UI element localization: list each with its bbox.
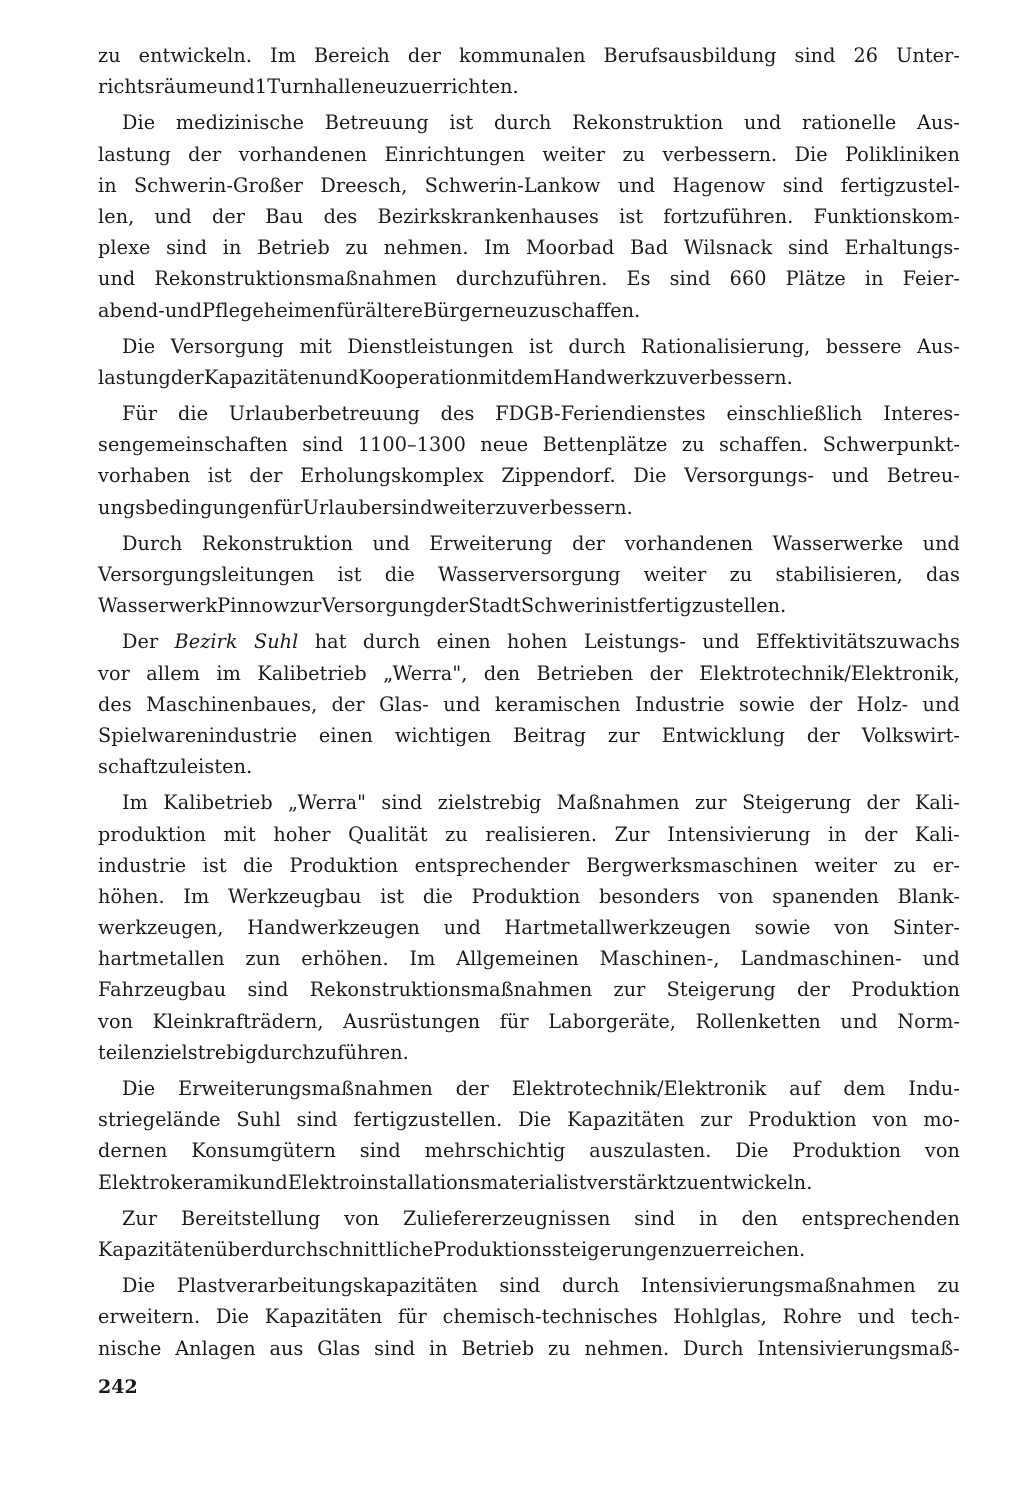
text-line: des Maschinenbaues, der Glas- und keramischen Industrie sowie der Holz- und <box>98 692 960 716</box>
text-line: Spielwarenindustrie einen wichtigen Beitrag zur Entwicklung der Volkswirt- <box>98 723 960 747</box>
page-body <box>98 40 960 1364</box>
text-line: industrie ist die Produktion entsprechender Bergwerksmaschinen weiter zu er- <box>98 853 960 877</box>
text-line: sengemeinschaften sind 1100–1300 neue Bettenplätze zu schaffen. Schwerpunkt- <box>98 433 960 457</box>
text-line: Wasserwerk Pinnow zur Versorgung der Stadt Schwerin ist fertigzustellen. <box>98 594 787 618</box>
text-line: Zur Bereitstellung von Zuliefererzeugnissen sind in den entsprechenden <box>122 1206 960 1230</box>
page-number: 242 <box>98 1376 138 1398</box>
text-line: Die Versorgung mit Dienstleistungen ist durch Rationalisierung, bessere Aus- <box>122 334 960 358</box>
text-line: Fahrzeugbau sind Rekonstruktionsmaßnahmen zur Steigerung der Produktion <box>98 978 960 1002</box>
text-line: vorhaben ist der Erholungskomplex Zippendorf. Die Versorgungs- und Betreu- <box>98 464 960 488</box>
text-line: werkzeugen, Handwerkzeugen und Hartmetallwerkzeugen sowie von Sinter- <box>98 916 960 940</box>
text-line: teilen zielstrebig durchzuführen. <box>98 1040 409 1064</box>
text-line: schaft zu leisten. <box>98 755 253 779</box>
paragraph <box>98 398 960 523</box>
paragraph <box>98 1073 960 1198</box>
paragraph <box>98 1203 960 1265</box>
text-line: lastung der Kapazitäten und Kooperation mit dem Handwerk zu verbessern. <box>98 365 793 389</box>
text-line: abend- und Pflegeheimen für ältere Bürger neu zu schaffen. <box>98 298 641 322</box>
paragraph <box>98 626 960 782</box>
text-line: Kapazitäten überdurchschnittliche Produktionssteigerungen zu erreichen. <box>98 1237 806 1261</box>
text-line: richtsräume und 1 Turnhalle neu zu errichten. <box>98 75 519 99</box>
paragraph <box>98 107 960 325</box>
text-line: in Schwerin-Großer Dreesch, Schwerin-Lankow und Hagenow sind fertigzustel- <box>98 173 960 197</box>
text-line: von Kleinkrafträdern, Ausrüstungen für Laborgeräte, Rollenketten und Norm- <box>98 1009 960 1033</box>
text-line: zu entwickeln. Im Bereich der kommunalen Berufsausbildung sind 26 Unter- <box>98 44 960 67</box>
text-line: Durch Rekonstruktion und Erweiterung der vorhandenen Wasserwerke und <box>122 531 960 555</box>
paragraph <box>98 331 960 393</box>
text-line: Im Kalibetrieb „Werra" sind zielstrebig Maßnahmen zur Steigerung der Kali- <box>122 791 960 815</box>
text-line: Der Bezirk Suhl hat durch einen hohen Leistungs- und Effektivitätszuwachs <box>122 630 960 654</box>
text-line: Elektrokeramik und Elektroinstallationsmaterial ist verstärkt zu entwickeln. <box>98 1170 813 1194</box>
text-line: Die medizinische Betreuung ist durch Rekonstruktion und rationelle Aus- <box>122 111 960 135</box>
paragraph <box>98 40 960 102</box>
text-line: len, und der Bau des Bezirkskrankenhauses ist fortzuführen. Funktionskom- <box>98 204 960 228</box>
text-line: dernen Konsumgütern sind mehrschichtig auszulasten. Die Produktion von <box>98 1139 960 1163</box>
paragraph <box>98 787 960 1068</box>
text-line: vor allem im Kalibetrieb „Werra", den Betrieben der Elektrotechnik/Elektronik, <box>98 661 960 685</box>
text-line: Versorgungsleitungen ist die Wasserversorgung weiter zu stabilisieren, das <box>98 563 960 586</box>
text-line: hartmetallen zun erhöhen. Im Allgemeinen Maschinen-, Landmaschinen- und <box>98 947 960 971</box>
paragraph <box>98 1270 960 1364</box>
text-line: und Rekonstruktionsmaßnahmen durchzuführen. Es sind 660 Plätze in Feier- <box>98 267 960 291</box>
text-line: plexe sind in Betrieb zu nehmen. Im Moorbad Bad Wilsnack sind Erhaltungs- <box>98 236 960 260</box>
paragraph <box>98 528 960 622</box>
text-line: ungsbedingungen für Urlauber sind weiter zu verbessern. <box>98 495 633 519</box>
text-line: erweitern. Die Kapazitäten für chemisch-technisches Hohlglas, Rohre und tech- <box>98 1305 960 1329</box>
text-line: striegelände Suhl sind fertigzustellen. Die Kapazitäten zur Produktion von mo- <box>98 1108 960 1132</box>
text-line: lastung der vorhandenen Einrichtungen weiter zu verbessern. Die Polikliniken <box>98 142 960 166</box>
text-line: nische Anlagen aus Glas sind in Betrieb zu nehmen. Durch Intensivierungsmaß- <box>98 1336 960 1360</box>
text-line: Die Erweiterungsmaßnahmen der Elektrotechnik/Elektronik auf dem Indu- <box>122 1077 960 1100</box>
text-line: Die Plastverarbeitungskapazitäten sind durch Intensivierungsmaßnahmen zu <box>122 1274 960 1298</box>
text-line: produktion mit hoher Qualität zu realisieren. Zur Intensivierung in der Kali- <box>98 822 960 846</box>
text-line: Für die Urlauberbetreuung des FDGB-Feriendienstes einschließlich Interes- <box>122 402 960 426</box>
text-line: höhen. Im Werkzeugbau ist die Produktion besonders von spanenden Blank- <box>98 884 960 908</box>
